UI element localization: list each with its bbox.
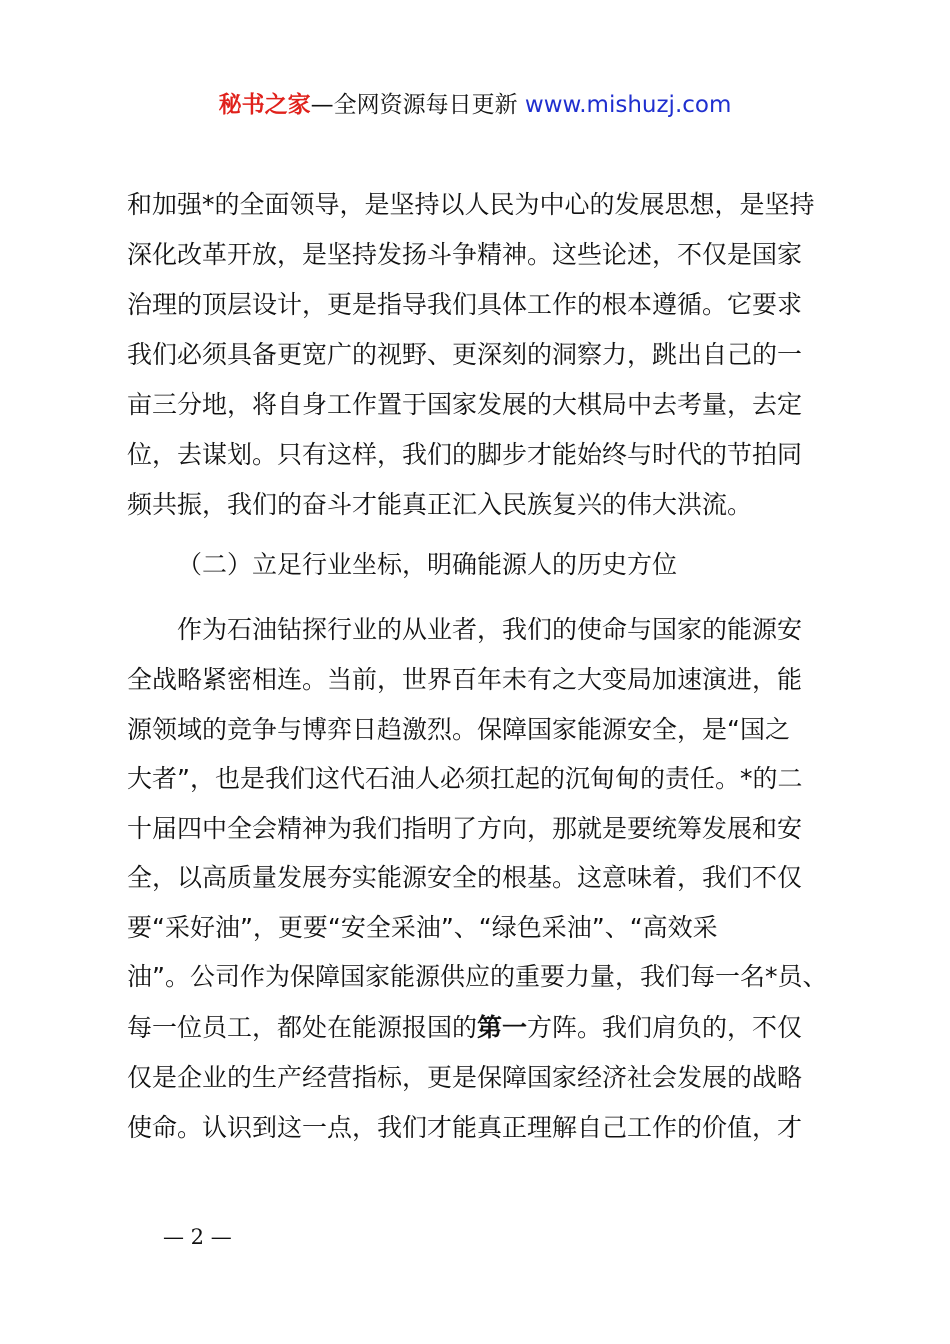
site-brand: 秘书之家 <box>218 92 311 118</box>
body-line: 深化改革开放，是坚持发扬斗争精神。这些论述，不仅是国家 <box>127 240 803 269</box>
body-line <box>127 1010 802 1046</box>
body-line: 源领域的竞争与博弈日趋激烈。保障国家能源安全，是“国之 <box>127 715 790 744</box>
page-number: — 2 — <box>163 1225 232 1249</box>
body-line: 仅是企业的生产经营指标，更是保障国家经济社会发展的战略 <box>127 1063 803 1092</box>
body-line: 油”。公司作为保障国家能源供应的重要力量，我们每一名*员、 <box>127 962 828 991</box>
body-line: 我们必须具备更宽广的视野、更深刻的洞察力，跳出自己的一 <box>127 340 803 369</box>
body-line: 亩三分地，将自身工作置于国家发展的大棋局中去考量，去定 <box>127 390 803 419</box>
body-line: 治理的顶层设计，更是指导我们具体工作的根本遵循。它要求 <box>127 290 803 319</box>
section-heading: （二）立足行业坐标，明确能源人的历史方位 <box>177 550 678 579</box>
emphasis-text: 第一 <box>477 1013 528 1042</box>
paragraph-first-line: 作为石油钻探行业的从业者，我们的使命与国家的能源安 <box>177 615 803 644</box>
site-url-link[interactable]: www.mishuzj.com <box>517 92 732 118</box>
body-line-end: 方阵。我们肩负的，不仅 <box>527 1013 803 1042</box>
body-line: 全战略紧密相连。当前，世界百年未有之大变局加速演进，能 <box>127 665 803 694</box>
site-slogan: —全网资源每日更新 <box>310 92 518 118</box>
body-line: 十届四中全会精神为我们指明了方向，那就是要统筹发展和安 <box>127 814 803 843</box>
body-line: 和加强*的全面领导，是坚持以人民为中心的发展思想，是坚持 <box>127 190 815 219</box>
body-line-start: 每一位员工，都处在能源报国的 <box>127 1013 478 1042</box>
body-line: 位，去谋划。只有这样，我们的脚步才能始终与时代的节拍同 <box>127 440 803 469</box>
body-line: 频共振，我们的奋斗才能真正汇入民族复兴的伟大洪流。 <box>127 490 753 519</box>
body-line: 全，以高质量发展夯实能源安全的根基。这意味着，我们不仅 <box>127 863 803 892</box>
body-line: 使命。认识到这一点，我们才能真正理解自己工作的价值，才 <box>127 1113 803 1142</box>
site-header <box>0 88 950 122</box>
body-line: 大者”，也是我们这代石油人必须扛起的沉甸甸的责任。*的二 <box>127 764 803 793</box>
body-line: 要“采好油”，更要“安全采油”、“绿色采油”、“高效采 <box>127 913 718 942</box>
